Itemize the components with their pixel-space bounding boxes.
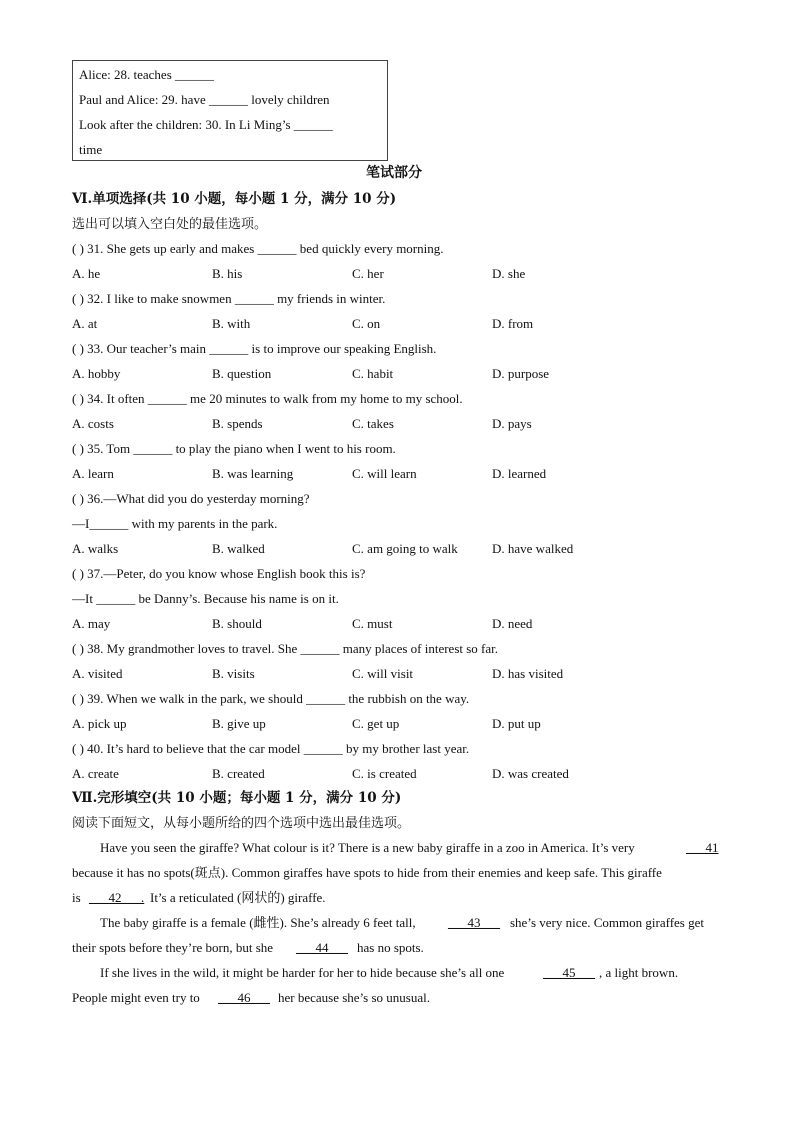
option-c: C. must bbox=[352, 616, 393, 631]
question-stem: ( ) 40. It’s hard to believe that the car model ______ by my brother last year. bbox=[72, 741, 470, 756]
passage-text: It’s a reticulated (网状的) giraffe. bbox=[150, 890, 326, 905]
question-stem: ( ) 35. Tom ______ to play the piano when I went to his room. bbox=[72, 441, 396, 456]
option-b: B. with bbox=[212, 316, 251, 331]
option-d: D. she bbox=[492, 266, 526, 281]
option-d: D. purpose bbox=[492, 366, 550, 381]
part7-heading: Ⅶ.完形填空(共 10 小题；每小题 1 分，满分 10 分) bbox=[72, 790, 402, 806]
passage-text: she’s very nice. Common giraffes get bbox=[510, 915, 704, 930]
passage-text: has no spots. bbox=[357, 940, 424, 955]
option-a: A. create bbox=[72, 766, 119, 781]
question-stem: ( ) 39. When we walk in the park, we should ______ the rubbish on the way. bbox=[72, 691, 470, 706]
option-c: C. get up bbox=[352, 716, 400, 731]
passage-text: their spots before they’re born, but she bbox=[72, 940, 274, 955]
question-dialogue: —I______ with my parents in the park. bbox=[72, 516, 278, 531]
option-d: D. pays bbox=[492, 416, 532, 431]
option-c: C. am going to walk bbox=[352, 541, 458, 556]
option-d: D. from bbox=[492, 316, 534, 331]
blank-44: ___44___ bbox=[296, 940, 348, 955]
option-a: A. may bbox=[72, 616, 111, 631]
passage-text: because it has no spots(斑点). Common giraffes have spots to hide from their enemies and keep safe. This giraffe bbox=[72, 865, 662, 880]
blank-41: ___41 bbox=[686, 840, 719, 855]
option-a: A. pick up bbox=[72, 716, 127, 731]
box-line: Paul and Alice: 29. have ______ lovely children bbox=[79, 92, 330, 107]
option-b: B. was learning bbox=[212, 466, 294, 481]
option-c: C. will learn bbox=[352, 466, 417, 481]
option-b: B. walked bbox=[212, 541, 265, 556]
option-c: C. habit bbox=[352, 366, 394, 381]
option-b: B. give up bbox=[212, 716, 266, 731]
option-d: D. learned bbox=[492, 466, 547, 481]
option-d: D. have walked bbox=[492, 541, 574, 556]
option-a: A. at bbox=[72, 316, 98, 331]
option-d: D. put up bbox=[492, 716, 541, 731]
option-a: A. visited bbox=[72, 666, 123, 681]
part6-heading: Ⅵ.单项选择(共 10 小题，每小题 1 分，满分 10 分) bbox=[72, 191, 397, 207]
box-line: Alice: 28. teaches ______ bbox=[79, 67, 215, 82]
option-a: A. he bbox=[72, 266, 101, 281]
blank-46: ___46___ bbox=[218, 990, 270, 1005]
question-stem: ( ) 33. Our teacher’s main ______ is to improve our speaking English. bbox=[72, 341, 437, 356]
option-a: A. costs bbox=[72, 416, 114, 431]
passage-text: , a light brown. bbox=[599, 965, 679, 980]
part7-instruction: 阅读下面短文，从每小题所给的四个选项中选出最佳选项。 bbox=[72, 815, 411, 830]
blank-45: ___45___ bbox=[543, 965, 595, 980]
blank-43: ___43___ bbox=[448, 915, 500, 930]
box-line: time bbox=[79, 142, 103, 157]
option-b: B. should bbox=[212, 616, 262, 631]
passage-text: Have you seen the giraffe? What colour is it? There is a new baby giraffe in a zoo in America. It’s very bbox=[100, 840, 635, 855]
option-d: D. was created bbox=[492, 766, 569, 781]
part6-instruction: 选出可以填入空白处的最佳选项。 bbox=[72, 216, 268, 231]
option-a: A. learn bbox=[72, 466, 114, 481]
question-dialogue: —It ______ be Danny’s. Because his name is on it. bbox=[72, 591, 339, 606]
option-c: C. takes bbox=[352, 416, 394, 431]
question-stem: ( ) 31. She gets up early and makes ______ bed quickly every morning. bbox=[72, 241, 444, 256]
question-stem: ( ) 38. My grandmother loves to travel. She ______ many places of interest so far. bbox=[72, 641, 499, 656]
question-stem: ( ) 32. I like to make snowmen ______ my friends in winter. bbox=[72, 291, 386, 306]
option-b: B. created bbox=[212, 766, 265, 781]
answer-box bbox=[72, 60, 388, 161]
option-c: C. on bbox=[352, 316, 381, 331]
option-d: D. need bbox=[492, 616, 533, 631]
option-b: B. his bbox=[212, 266, 243, 281]
question-stem: ( ) 36.—What did you do yesterday morning? bbox=[72, 491, 310, 506]
option-c: C. her bbox=[352, 266, 384, 281]
passage-text: is bbox=[72, 890, 81, 905]
option-a: A. walks bbox=[72, 541, 119, 556]
question-stem: ( ) 34. It often ______ me 20 minutes to walk from my home to my school. bbox=[72, 391, 463, 406]
option-a: A. hobby bbox=[72, 366, 121, 381]
option-c: C. will visit bbox=[352, 666, 414, 681]
blank-42: ___42___. bbox=[89, 890, 145, 905]
option-d: D. has visited bbox=[492, 666, 564, 681]
option-b: B. visits bbox=[212, 666, 255, 681]
passage-text: People might even try to bbox=[72, 990, 200, 1005]
box-line: Look after the children: 30. In Li Ming’s ______ bbox=[79, 117, 333, 132]
option-b: B. spends bbox=[212, 416, 263, 431]
passage-text: If she lives in the wild, it might be harder for her to hide because she’s all one bbox=[100, 965, 505, 980]
passage-text: her because she’s so unusual. bbox=[278, 990, 430, 1005]
option-b: B. question bbox=[212, 366, 272, 381]
option-c: C. is created bbox=[352, 766, 417, 781]
section-title: 笔试部分 bbox=[366, 165, 422, 181]
passage-text: The baby giraffe is a female (雌性). She’s already 6 feet tall, bbox=[100, 915, 416, 930]
question-stem: ( ) 37.—Peter, do you know whose English book this is? bbox=[72, 566, 366, 581]
